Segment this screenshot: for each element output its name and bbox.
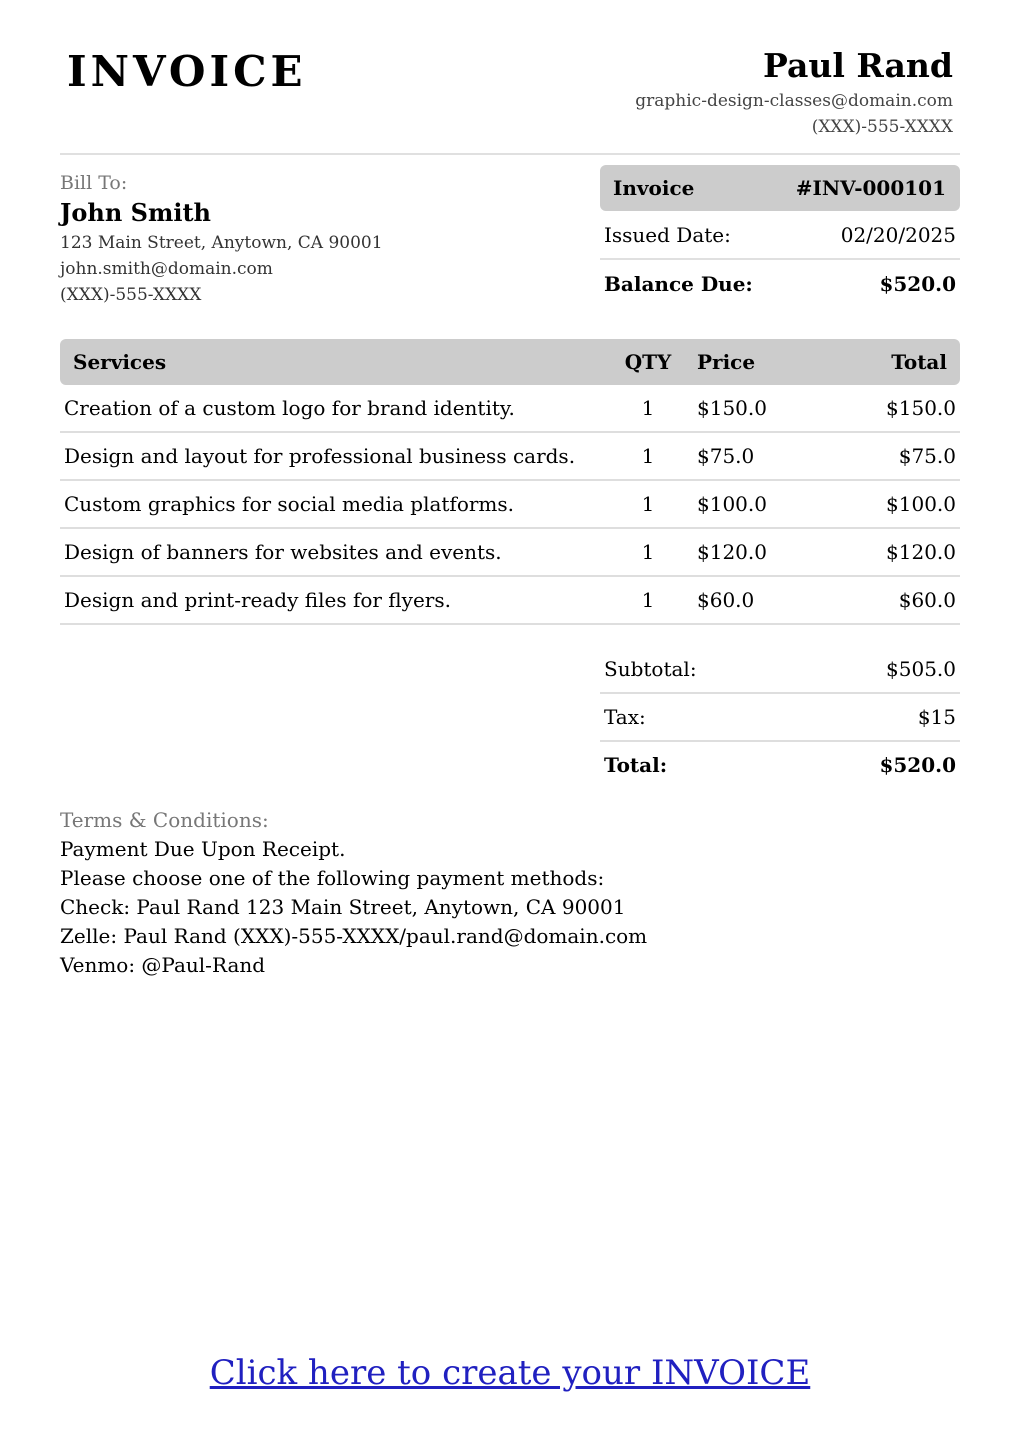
- column-header-total: Total: [891, 350, 947, 374]
- tax-value: $15: [917, 705, 956, 729]
- create-invoice-link[interactable]: Click here to create your INVOICE: [209, 1353, 811, 1393]
- service-description: Custom graphics for social media platforms.: [64, 492, 515, 516]
- column-header-price: Price: [697, 350, 756, 374]
- service-total: $150.0: [886, 396, 956, 420]
- subtotal-row: [600, 646, 960, 692]
- terms-label: Terms & Conditions:: [60, 808, 269, 832]
- service-price: $60.0: [697, 588, 755, 612]
- total-row: [600, 742, 960, 788]
- bill-to-section: [60, 170, 383, 308]
- balance-due-row: [600, 260, 960, 307]
- service-qty: 1: [641, 492, 655, 516]
- service-price: $120.0: [697, 540, 767, 564]
- issued-date-value: 02/20/2025: [840, 222, 956, 247]
- issued-date-label: Issued Date:: [604, 222, 731, 247]
- table-header: [60, 339, 960, 385]
- terms-line: Please choose one of the following payment methods:: [60, 866, 605, 890]
- issued-date-row: [600, 211, 960, 258]
- table-row: [60, 529, 960, 577]
- subtotal-value: $505.0: [886, 657, 956, 681]
- client-address: 123 Main Street, Anytown, CA 90001: [60, 233, 383, 253]
- table-row: [60, 385, 960, 433]
- client-email: john.smith@domain.com: [60, 259, 273, 279]
- header-divider: [60, 153, 960, 155]
- balance-due-value: $520.0: [879, 271, 956, 296]
- bill-to-label: Bill To:: [60, 172, 128, 194]
- service-total: $60.0: [898, 588, 956, 612]
- service-qty: 1: [641, 444, 655, 468]
- sender-email: graphic-design-classes@domain.com: [635, 91, 953, 111]
- client-name: John Smith: [60, 198, 211, 227]
- create-invoice-cta: [0, 1350, 1020, 1396]
- service-price: $75.0: [697, 444, 755, 468]
- service-description: Design of banners for websites and events.: [64, 540, 502, 564]
- service-price: $150.0: [697, 396, 767, 420]
- totals-section: [600, 646, 960, 788]
- tax-row: [600, 694, 960, 740]
- page-title: INVOICE: [67, 47, 307, 96]
- table-row: [60, 577, 960, 625]
- service-description: Design and layout for professional business cards.: [64, 444, 576, 468]
- service-qty: 1: [641, 588, 655, 612]
- service-qty: 1: [641, 540, 655, 564]
- services-table: [60, 339, 960, 625]
- invoice-meta: [600, 165, 960, 307]
- terms-line: Zelle: Paul Rand (XXX)-555-XXXX/paul.rand@domain.com: [60, 924, 648, 948]
- terms-line: Venmo: @Paul-Rand: [60, 953, 266, 977]
- column-header-qty: QTY: [624, 350, 672, 374]
- service-description: Creation of a custom logo for brand identity.: [64, 396, 515, 420]
- sender-phone: (XXX)-555-XXXX: [811, 117, 953, 137]
- service-total: $100.0: [886, 492, 956, 516]
- table-row: [60, 433, 960, 481]
- invoice-label: Invoice: [613, 176, 695, 200]
- tax-label: Tax:: [604, 705, 646, 729]
- service-total: $75.0: [898, 444, 956, 468]
- sender-name: Paul Rand: [763, 46, 953, 85]
- service-qty: 1: [641, 396, 655, 420]
- terms-line: Payment Due Upon Receipt.: [60, 837, 346, 861]
- balance-due-label: Balance Due:: [604, 271, 753, 296]
- service-price: $100.0: [697, 492, 767, 516]
- column-header-services: Services: [73, 350, 167, 374]
- sender-info: [635, 44, 953, 140]
- invoice-header: [60, 0, 960, 155]
- invoice-number-bar: [600, 165, 960, 211]
- subtotal-label: Subtotal:: [604, 657, 697, 681]
- invoice-number: #INV-000101: [795, 176, 946, 200]
- service-total: $120.0: [886, 540, 956, 564]
- service-description: Design and print-ready files for flyers.: [64, 588, 451, 612]
- terms-section: [60, 806, 647, 980]
- client-phone: (XXX)-555-XXXX: [60, 285, 202, 305]
- total-value: $520.0: [879, 753, 956, 777]
- total-label: Total:: [604, 753, 668, 777]
- terms-line: Check: Paul Rand 123 Main Street, Anytown, CA 90001: [60, 895, 626, 919]
- table-row: [60, 481, 960, 529]
